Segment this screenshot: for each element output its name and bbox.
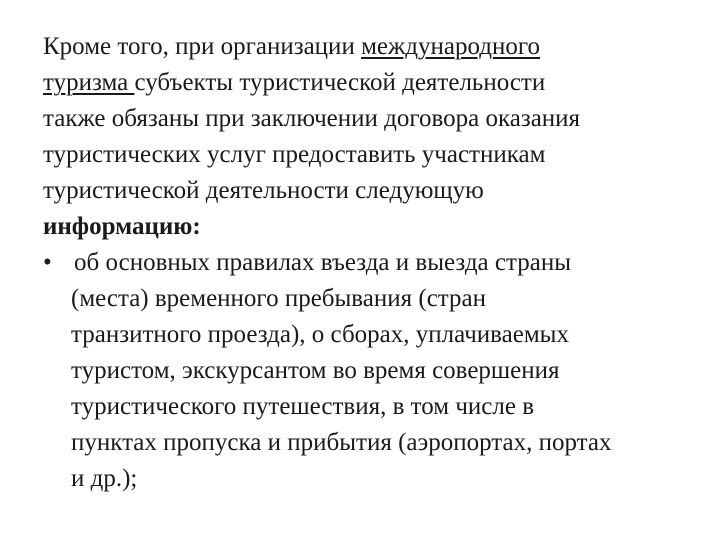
slide-body-text — [43, 29, 693, 497]
underlined-text: туризма — [43, 69, 135, 96]
text-run: Кроме того, при организации — [43, 33, 362, 60]
paragraph-line — [43, 29, 693, 65]
bullet-line: туристом, экскурсантом во время совершения — [71, 357, 560, 384]
paragraph-line — [43, 65, 693, 101]
paragraph-line: туристической деятельности следующую — [43, 177, 484, 204]
bullet-line: пунктах пропуска и прибытия (аэропортах, портах — [71, 429, 612, 456]
bullet-line: и др.); — [71, 465, 138, 492]
bold-heading-word: информацию: — [43, 213, 201, 240]
paragraph-line: туристических услуг предоставить участникам — [43, 141, 546, 168]
underlined-text: международного — [361, 33, 540, 60]
bullet-line: об основных правилах въезда и выезда страны — [74, 249, 571, 276]
bullet-icon: • — [43, 249, 52, 276]
bullet-line: транзитного проезда), о сборах, уплачиваемых — [71, 321, 569, 348]
bullet-line: (места) временного пребывания (стран — [71, 285, 487, 312]
text-run: субъекты туристической деятельности — [134, 69, 546, 96]
paragraph-line: также обязаны при заключении договора оказания — [43, 105, 581, 132]
bullet-line: туристического путешествия, в том числе в — [71, 393, 535, 420]
bullet-item — [43, 245, 693, 497]
